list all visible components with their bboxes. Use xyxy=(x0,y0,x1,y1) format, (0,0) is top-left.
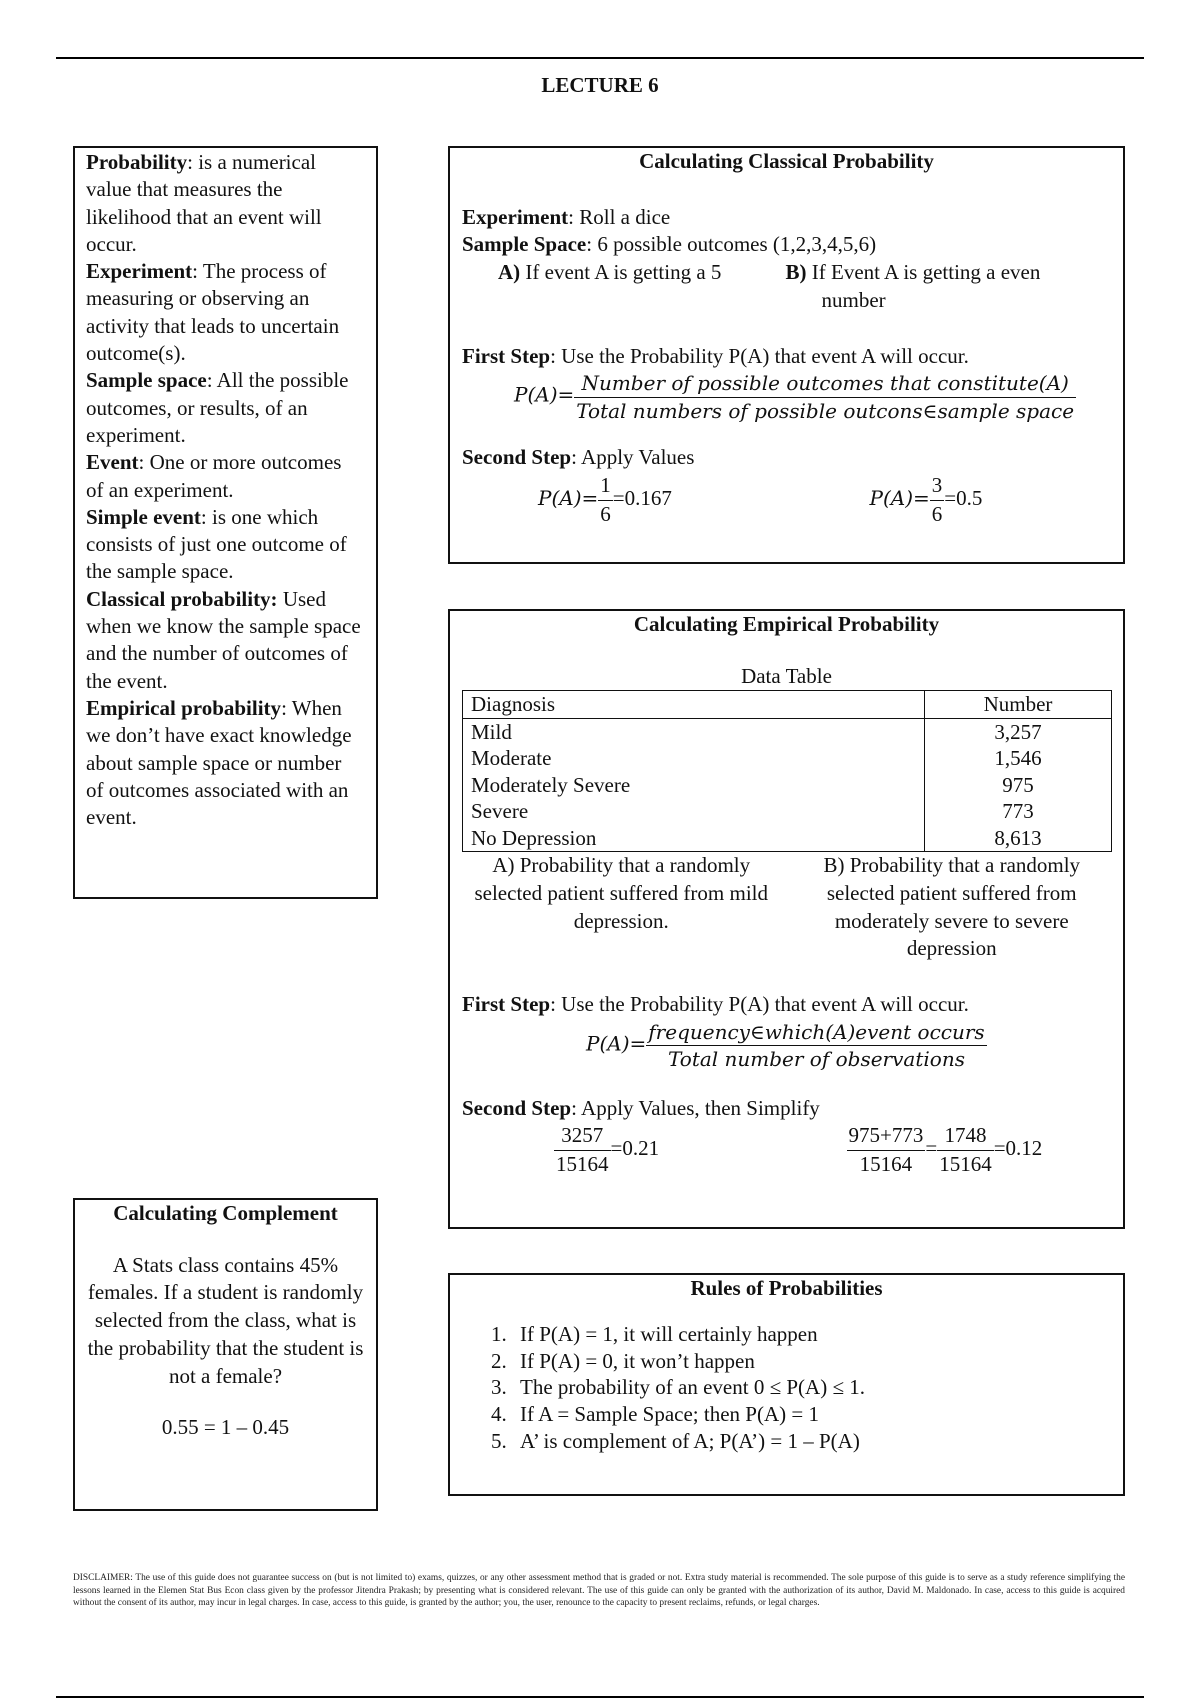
table-cell: Severe xyxy=(463,798,925,824)
table-cell: 3,257 xyxy=(925,718,1112,745)
definition-probability: Probability: is a numerical value that measures the likelihood that an event will occur. xyxy=(86,150,322,256)
empirical-formula: P(A)= $\frac{\text{frequency∈which(A)event occurs}}{\text{Total number of observations}}$ xyxy=(586,1019,985,1072)
empirical-question-b: B) Probability that a randomly selected patient suffered from moderately severe to severe depression xyxy=(823,853,1081,961)
data-table xyxy=(462,690,1112,852)
classical-second-step: Second Step: Apply Values xyxy=(462,445,695,470)
rules-box xyxy=(448,1273,1125,1496)
classical-event-b: B) If Event A is getting a even number xyxy=(785,260,1041,312)
table-row xyxy=(463,772,1112,798)
definition-sample-space: Sample space: All the possible outcomes, or results, of an experiment. xyxy=(86,368,349,447)
list-item: 4. If A = Sample Space; then P(A) = 1 xyxy=(512,1401,1111,1428)
classical-formula: P(A)= $\frac{\text{Number of possible outcomes that constitute(A)}}{\text{Total numbers of possible outcons∈sample space}}$ xyxy=(514,371,1075,423)
top-rule xyxy=(56,57,1144,59)
rules-list xyxy=(462,1321,1111,1455)
classical-probability-box xyxy=(448,146,1125,564)
table-cell: No Depression xyxy=(463,825,925,852)
table-row xyxy=(463,745,1112,771)
list-item: 2. If P(A) = 0, it won’t happen xyxy=(512,1348,1111,1375)
empirical-question-a: A) Probability that a randomly selected patient suffered from mild depression. xyxy=(474,853,768,933)
empirical-questions xyxy=(462,852,1111,963)
empirical-results xyxy=(462,1122,1111,1178)
table-row xyxy=(463,718,1112,745)
list-item: 1. If P(A) = 1, it will certainly happen xyxy=(512,1321,1111,1348)
empirical-second-step: Second Step: Apply Values, then Simplify xyxy=(462,1095,820,1120)
definition-experiment: Experiment: The process of measuring or observing an activity that leads to uncertain outcome(s). xyxy=(86,259,340,366)
table-cell: 1,546 xyxy=(925,745,1112,771)
classical-results xyxy=(462,472,1111,528)
table-cell: Moderately Severe xyxy=(463,772,925,798)
table-cell: 773 xyxy=(925,798,1112,824)
complement-question: A Stats class contains 45% females. If a student is randomly selected from the class, what is the probability that the student is not a female? xyxy=(87,1252,364,1388)
classical-experiment: Experiment: Roll a dice xyxy=(462,204,671,229)
classical-first-step: First Step: Use the Probability P(A) that event A will occur. xyxy=(462,343,969,368)
classical-event-a: A) If event A is getting a 5 xyxy=(498,260,722,285)
table-row xyxy=(463,798,1112,824)
table-cell: Moderate xyxy=(463,745,925,771)
definition-classical-probability: Classical probability: Used when we know the sample space and the number of outcomes of the event. xyxy=(86,586,361,693)
rules-title: Rules of Probabilities xyxy=(690,1276,883,1300)
classical-result-b: P(A)= $\frac{3}{6}$ =0.5 xyxy=(869,472,983,526)
classical-title: Calculating Classical Probability xyxy=(639,149,934,173)
table-cell: 975 xyxy=(925,772,1112,798)
table-row xyxy=(463,825,1112,852)
disclaimer: DISCLAIMER: The use of this guide does not guarantee success on (but is not limited to) exams, quizzes, or any other assessment method that is graded or not. Extra study material is recommended. The sole purpose of this guide is to serve as a study reference simplifying the lessons learned in the Elemen Stat Bus Econ class given by the professor Jitendra Prakash; by presenting what is considered relevant. The use of this guide can only be granted with the authorization of its author, David M. Maldonado. In case, access to this guide is acquired without the consent of its author, may incur in legal charges. In case, access to this guide, is granted by the author; you, the user, renounce to the capacity to present reclaims, refunds, or legal charges. xyxy=(73,1573,1125,1608)
classical-sample-space: Sample Space: 6 possible outcomes (1,2,3,4,5,6) xyxy=(462,232,877,257)
list-item: 3. The probability of an event 0 ≤ P(A) ≤ 1. xyxy=(512,1374,1111,1401)
empirical-result-a: $\frac{3257}{15164}$ =0.21 xyxy=(556,1123,660,1176)
page-title: LECTURE 6 xyxy=(541,73,659,97)
complement-box xyxy=(73,1198,378,1511)
empirical-result-b: $\frac{975+773}{15164}$ = $\frac{1748}{15164}$ =0.12 xyxy=(848,1123,1043,1176)
empirical-title: Calculating Empirical Probability xyxy=(633,612,940,636)
definitions-box xyxy=(73,146,378,899)
table-cell: 8,613 xyxy=(925,825,1112,852)
table-header-number: Number xyxy=(925,691,1112,718)
empirical-probability-box xyxy=(448,609,1125,1229)
empirical-first-step: First Step: Use the Probability P(A) that event A will occur. xyxy=(462,992,969,1017)
classical-events xyxy=(462,259,1111,314)
classical-result-a: P(A)= $\frac{1}{6}$ =0.167 xyxy=(538,472,672,526)
table-cell: Mild xyxy=(463,718,925,745)
bottom-rule xyxy=(56,1696,1144,1698)
table-header-diagnosis: Diagnosis xyxy=(463,691,925,718)
definition-simple-event: Simple event: is one which consists of just one outcome of the sample space. xyxy=(86,504,347,584)
data-table-caption: Data Table xyxy=(741,663,832,688)
table-header-row xyxy=(463,691,1112,718)
complement-answer: 0.55 = 1 – 0.45 xyxy=(161,1415,290,1440)
list-item: 5. A’ is complement of A; P(A’) = 1 – P(A) xyxy=(512,1428,1111,1455)
complement-title: Calculating Complement xyxy=(113,1201,338,1225)
definition-event: Event: One or more outcomes of an experiment. xyxy=(86,450,342,502)
definition-empirical-probability: Empirical probability: When we don’t have exact knowledge about sample space or number of outcomes associated with an event. xyxy=(86,695,352,830)
